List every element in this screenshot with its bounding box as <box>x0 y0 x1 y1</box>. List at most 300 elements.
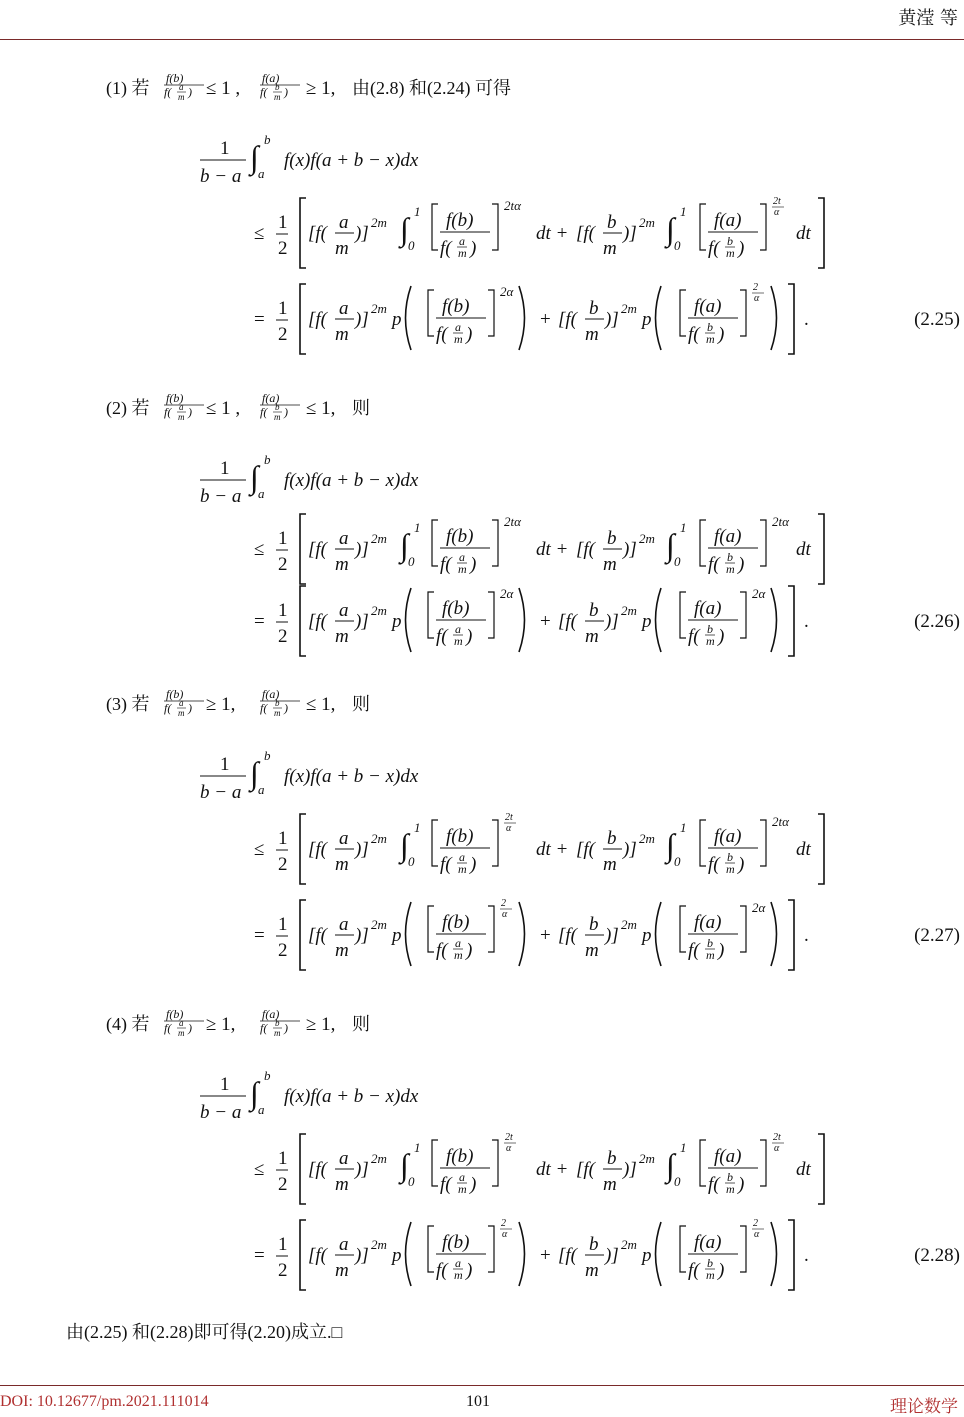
svg-text:m: m <box>458 246 467 260</box>
left-paren <box>406 588 412 652</box>
svg-text:2: 2 <box>278 1260 288 1281</box>
svg-text:a: a <box>455 622 461 636</box>
svg-text:dt +: dt + <box>536 839 569 860</box>
upper-limit: 1 <box>414 820 421 835</box>
svg-text:m: m <box>458 1182 467 1196</box>
svg-text:m: m <box>706 948 715 962</box>
integral-sign: ∫ <box>400 211 409 247</box>
svg-text:2: 2 <box>501 1218 506 1229</box>
svg-text:2m: 2m <box>371 1151 387 1166</box>
svg-text:dt: dt <box>796 223 811 244</box>
svg-text:): ) <box>470 554 477 575</box>
right-paren <box>771 902 777 966</box>
svg-text:f(: f( <box>688 1260 700 1281</box>
svg-text:f(a): f(a) <box>714 210 742 231</box>
svg-text:p: p <box>642 1245 652 1266</box>
left-bracket <box>428 1226 434 1272</box>
svg-text:2: 2 <box>278 238 288 259</box>
upper-limit: b <box>264 748 271 763</box>
svg-text:2m: 2m <box>639 531 655 546</box>
svg-text:b: b <box>275 698 280 708</box>
svg-text:b: b <box>589 298 599 319</box>
svg-text:[f(: [f( <box>558 925 577 946</box>
right-bracket <box>488 906 494 952</box>
svg-text:): ) <box>738 554 745 575</box>
integral-sign: ∫ <box>666 211 675 247</box>
svg-text:+: + <box>540 611 551 632</box>
integral-sign: ∫ <box>400 1147 409 1183</box>
svg-text:m: m <box>603 554 617 575</box>
svg-text:+: + <box>540 1245 551 1266</box>
svg-text:a: a <box>339 914 349 935</box>
svg-text:m: m <box>706 332 715 346</box>
right-bracket <box>492 1140 498 1186</box>
left-bracket <box>300 1134 306 1204</box>
upper-limit: b <box>264 1068 271 1083</box>
svg-text:): ) <box>466 940 473 961</box>
svg-text:2m: 2m <box>371 531 387 546</box>
svg-text:2: 2 <box>753 282 758 293</box>
svg-text:m: m <box>585 1260 599 1281</box>
svg-text:): ) <box>738 854 745 875</box>
svg-text:b: b <box>727 550 733 564</box>
svg-text:m: m <box>585 626 599 647</box>
right-bracket <box>760 820 766 866</box>
svg-text:): ) <box>284 405 288 419</box>
svg-text:[f(: [f( <box>558 1245 577 1266</box>
svg-text:m: m <box>706 1268 715 1282</box>
left-bracket <box>680 290 686 336</box>
svg-text:2m: 2m <box>639 215 655 230</box>
svg-text:b: b <box>589 600 599 621</box>
svg-text:2t: 2t <box>773 1132 781 1143</box>
svg-text:m: m <box>454 332 463 346</box>
svg-text:)]: )] <box>605 611 619 632</box>
svg-text:): ) <box>188 701 192 715</box>
right-bracket <box>788 284 794 354</box>
svg-text:)]: )] <box>605 1245 619 1266</box>
svg-text:f(: f( <box>440 854 452 875</box>
svg-text:a: a <box>179 1018 184 1028</box>
right-paren <box>771 588 777 652</box>
svg-text:f(: f( <box>688 940 700 961</box>
svg-text:p: p <box>642 309 652 330</box>
svg-text:dt +: dt + <box>536 539 569 560</box>
svg-text:f(: f( <box>440 554 452 575</box>
running-header-author: 黄滢 等 <box>898 8 958 29</box>
right-paren <box>771 1222 777 1286</box>
svg-text:a: a <box>179 698 184 708</box>
svg-text:f(a): f(a) <box>262 1007 280 1021</box>
footer-page-number: 101 <box>466 1393 490 1410</box>
lower-limit: a <box>258 1102 265 1117</box>
integrand: f(x)f(a + b − x)dx <box>284 150 419 171</box>
svg-text:α: α <box>754 1229 760 1240</box>
svg-text:f(: f( <box>440 238 452 259</box>
left-bracket <box>680 592 686 638</box>
svg-text:f(a): f(a) <box>714 1146 742 1167</box>
case-connector: 则 <box>352 398 370 418</box>
svg-text:)]: )] <box>355 1159 369 1180</box>
svg-text:m: m <box>178 708 185 718</box>
svg-text:m: m <box>603 1174 617 1195</box>
svg-text:b: b <box>589 1234 599 1255</box>
svg-text:α: α <box>754 293 760 304</box>
upper-limit: 1 <box>680 820 687 835</box>
svg-text:2: 2 <box>278 626 288 647</box>
equation-number: (2.26) <box>914 611 960 632</box>
svg-text:m: m <box>335 854 349 875</box>
right-bracket <box>492 820 498 866</box>
svg-text:[f(: [f( <box>308 925 327 946</box>
svg-text:b: b <box>607 212 617 233</box>
svg-text:[f(: [f( <box>308 839 327 860</box>
svg-text:[f(: [f( <box>576 839 595 860</box>
svg-text:f(a): f(a) <box>694 912 722 933</box>
svg-text:m: m <box>726 562 735 576</box>
svg-text:2tα: 2tα <box>772 814 789 829</box>
left-bracket <box>680 906 686 952</box>
svg-text:b: b <box>727 1170 733 1184</box>
svg-text:f(a): f(a) <box>262 687 280 701</box>
svg-text:b − a: b − a <box>200 782 242 803</box>
svg-text:f(b): f(b) <box>442 598 470 619</box>
svg-text:=: = <box>254 925 265 946</box>
svg-text:m: m <box>335 1260 349 1281</box>
svg-text:f(a): f(a) <box>714 526 742 547</box>
svg-text:b − a: b − a <box>200 166 242 187</box>
svg-text:[f(: [f( <box>576 223 595 244</box>
svg-text:a: a <box>459 850 465 864</box>
integral-sign: ∫ <box>666 527 675 563</box>
lower-limit: a <box>258 166 265 181</box>
svg-text:f(b): f(b) <box>166 1007 184 1021</box>
left-bracket <box>432 204 438 250</box>
left-paren <box>406 1222 412 1286</box>
svg-text:+: + <box>540 925 551 946</box>
svg-text:b: b <box>707 622 713 636</box>
svg-text:2m: 2m <box>371 1237 387 1252</box>
upper-limit: 1 <box>680 1140 687 1155</box>
condition-relation: ≥ 1, <box>206 1014 236 1035</box>
left-bracket <box>700 204 706 250</box>
svg-text:1: 1 <box>220 138 230 159</box>
svg-text:a: a <box>179 402 184 412</box>
right-bracket <box>492 204 498 250</box>
svg-text:f(a): f(a) <box>262 71 280 85</box>
footer-doi: DOI: 10.12677/pm.2021.111014 <box>0 1393 209 1410</box>
svg-text:m: m <box>603 854 617 875</box>
svg-text:m: m <box>454 634 463 648</box>
svg-text:m: m <box>178 412 185 422</box>
svg-text:1: 1 <box>278 528 288 549</box>
svg-text:2m: 2m <box>371 917 387 932</box>
svg-text:f(: f( <box>708 238 720 259</box>
left-bracket <box>300 198 306 268</box>
svg-text:b − a: b − a <box>200 1102 242 1123</box>
svg-text:b: b <box>727 234 733 248</box>
svg-text:≤: ≤ <box>254 1159 265 1180</box>
left-bracket <box>680 1226 686 1272</box>
svg-text:m: m <box>585 940 599 961</box>
svg-text:a: a <box>339 528 349 549</box>
svg-text:m: m <box>335 626 349 647</box>
left-bracket <box>432 820 438 866</box>
svg-text:): ) <box>470 1174 477 1195</box>
svg-text:[f(: [f( <box>308 1245 327 1266</box>
right-paren <box>519 1222 525 1286</box>
svg-text:2m: 2m <box>371 603 387 618</box>
integral-sign: ∫ <box>250 139 259 175</box>
svg-text:2: 2 <box>278 940 288 961</box>
svg-text:[f(: [f( <box>308 223 327 244</box>
svg-text:=: = <box>254 611 265 632</box>
svg-text:2: 2 <box>753 1218 758 1229</box>
svg-text:f(: f( <box>436 324 448 345</box>
integral-sign: ∫ <box>250 755 259 791</box>
svg-text:2t: 2t <box>505 812 513 823</box>
svg-text:)]: )] <box>355 539 369 560</box>
svg-text:f(: f( <box>688 626 700 647</box>
svg-text:)]: )] <box>355 309 369 330</box>
svg-text:m: m <box>706 634 715 648</box>
svg-text:.: . <box>804 309 809 330</box>
svg-text:m: m <box>603 238 617 259</box>
svg-text:2m: 2m <box>639 831 655 846</box>
condition-relation: ≥ 1, <box>306 78 336 99</box>
svg-text:2α: 2α <box>500 284 514 299</box>
svg-text:=: = <box>254 1245 265 1266</box>
svg-text:): ) <box>718 324 725 345</box>
svg-text:f(: f( <box>440 1174 452 1195</box>
equation-number: (2.25) <box>914 309 960 330</box>
svg-text:f(b): f(b) <box>446 1146 474 1167</box>
left-bracket <box>300 284 306 354</box>
svg-text:p: p <box>642 611 652 632</box>
svg-text:): ) <box>718 626 725 647</box>
svg-text:)]: )] <box>355 611 369 632</box>
svg-text:): ) <box>188 1021 192 1035</box>
svg-text:a: a <box>459 550 465 564</box>
right-bracket <box>818 1134 824 1204</box>
svg-text:≤: ≤ <box>254 223 265 244</box>
svg-text:f(b): f(b) <box>446 210 474 231</box>
svg-text:m: m <box>335 940 349 961</box>
left-bracket <box>300 514 306 584</box>
svg-text:f(b): f(b) <box>446 826 474 847</box>
svg-text:[f(: [f( <box>576 539 595 560</box>
svg-text:2m: 2m <box>621 603 637 618</box>
lower-limit: 0 <box>408 854 415 869</box>
svg-text:1: 1 <box>220 754 230 775</box>
svg-text:f(b): f(b) <box>442 296 470 317</box>
svg-text:2: 2 <box>278 324 288 345</box>
svg-text:a: a <box>339 1234 349 1255</box>
right-bracket <box>818 814 824 884</box>
integrand: f(x)f(a + b − x)dx <box>284 470 419 491</box>
svg-text:f(a): f(a) <box>694 1232 722 1253</box>
svg-text:): ) <box>738 238 745 259</box>
svg-text:1: 1 <box>278 212 288 233</box>
svg-text:f(: f( <box>164 405 172 419</box>
svg-text:b: b <box>275 82 280 92</box>
right-bracket <box>740 906 746 952</box>
svg-text:f(a): f(a) <box>262 391 280 405</box>
svg-text:): ) <box>718 940 725 961</box>
svg-text:b − a: b − a <box>200 486 242 507</box>
right-bracket <box>760 204 766 250</box>
svg-text:2t: 2t <box>505 1132 513 1143</box>
footer-journal: 理论数学 <box>890 1397 958 1417</box>
svg-text:m: m <box>454 948 463 962</box>
svg-text:2tα: 2tα <box>772 514 789 529</box>
svg-text:m: m <box>458 862 467 876</box>
svg-text:dt: dt <box>796 1159 811 1180</box>
right-paren <box>519 286 525 350</box>
svg-text:m: m <box>178 1028 185 1038</box>
left-paren <box>406 902 412 966</box>
svg-text:[f(: [f( <box>576 1159 595 1180</box>
svg-text:≤: ≤ <box>254 839 265 860</box>
left-bracket <box>300 1220 306 1290</box>
left-bracket <box>700 820 706 866</box>
svg-text:m: m <box>454 1268 463 1282</box>
svg-text:≤: ≤ <box>254 539 265 560</box>
case-connector: 则 <box>352 694 370 714</box>
svg-text:m: m <box>726 246 735 260</box>
left-bracket <box>700 520 706 566</box>
svg-text:dt +: dt + <box>536 223 569 244</box>
svg-text:.: . <box>804 611 809 632</box>
svg-text:1: 1 <box>278 298 288 319</box>
svg-text:m: m <box>335 554 349 575</box>
upper-limit: 1 <box>414 1140 421 1155</box>
svg-text:α: α <box>774 207 780 218</box>
left-paren <box>656 286 662 350</box>
svg-text:m: m <box>274 92 281 102</box>
svg-text:α: α <box>506 823 512 834</box>
svg-text:b: b <box>727 850 733 864</box>
svg-text:)]: )] <box>355 925 369 946</box>
svg-text:p: p <box>642 925 652 946</box>
svg-text:=: = <box>254 309 265 330</box>
integral-sign: ∫ <box>250 1075 259 1111</box>
right-bracket <box>760 1140 766 1186</box>
condition-relation: ≥ 1, <box>206 694 236 715</box>
svg-text:2m: 2m <box>371 301 387 316</box>
lower-limit: 0 <box>674 854 681 869</box>
svg-text:dt: dt <box>796 539 811 560</box>
svg-text:α: α <box>506 1143 512 1154</box>
svg-text:f(: f( <box>436 626 448 647</box>
right-bracket <box>818 514 824 584</box>
svg-text:a: a <box>459 1170 465 1184</box>
left-paren <box>406 286 412 350</box>
svg-text:): ) <box>738 1174 745 1195</box>
left-bracket <box>300 900 306 970</box>
svg-text:f(: f( <box>436 940 448 961</box>
svg-text:m: m <box>274 412 281 422</box>
left-bracket <box>432 520 438 566</box>
svg-text:2t: 2t <box>773 196 781 207</box>
left-paren <box>656 902 662 966</box>
svg-text:f(b): f(b) <box>166 687 184 701</box>
right-paren <box>519 588 525 652</box>
case-label: (3) 若 <box>106 694 150 714</box>
svg-text:2: 2 <box>278 554 288 575</box>
svg-text:b: b <box>607 828 617 849</box>
svg-text:f(b): f(b) <box>166 391 184 405</box>
svg-text:2m: 2m <box>639 1151 655 1166</box>
left-bracket <box>432 1140 438 1186</box>
lower-limit: 0 <box>408 554 415 569</box>
svg-text:α: α <box>774 1143 780 1154</box>
svg-text:f(b): f(b) <box>446 526 474 547</box>
integrand: f(x)f(a + b − x)dx <box>284 1086 419 1107</box>
svg-text:f(a): f(a) <box>694 598 722 619</box>
svg-text:f(: f( <box>164 1021 172 1035</box>
case-label: (1) 若 <box>106 78 150 98</box>
condition-relation: ≤ 1, <box>306 398 336 419</box>
svg-text:[f(: [f( <box>558 611 577 632</box>
svg-text:2m: 2m <box>371 831 387 846</box>
svg-text:a: a <box>339 828 349 849</box>
lower-limit: a <box>258 486 265 501</box>
right-bracket <box>788 1220 794 1290</box>
svg-text:): ) <box>284 85 288 99</box>
svg-text:2α: 2α <box>752 900 766 915</box>
upper-limit: 1 <box>414 520 421 535</box>
svg-text:dt +: dt + <box>536 1159 569 1180</box>
svg-text:1: 1 <box>278 600 288 621</box>
right-bracket <box>492 520 498 566</box>
svg-text:)]: )] <box>605 309 619 330</box>
svg-text:a: a <box>455 936 461 950</box>
svg-text:b: b <box>707 1256 713 1270</box>
condition-relation: ≤ 1, <box>306 694 336 715</box>
svg-text:m: m <box>274 1028 281 1038</box>
condition-relation: ≤ 1 , <box>206 78 241 99</box>
right-bracket <box>488 592 494 638</box>
lower-limit: 0 <box>674 238 681 253</box>
svg-text:m: m <box>726 1182 735 1196</box>
right-bracket <box>488 1226 494 1272</box>
left-bracket <box>428 290 434 336</box>
svg-text:a: a <box>455 1256 461 1270</box>
right-bracket <box>740 592 746 638</box>
integrand: f(x)f(a + b − x)dx <box>284 766 419 787</box>
svg-text:m: m <box>726 862 735 876</box>
svg-text:f(: f( <box>260 85 268 99</box>
svg-text:b: b <box>275 402 280 412</box>
svg-text:1: 1 <box>278 914 288 935</box>
integral-sign: ∫ <box>666 827 675 863</box>
svg-text:f(b): f(b) <box>442 1232 470 1253</box>
svg-text:f(: f( <box>436 1260 448 1281</box>
case-connector: 则 <box>352 1014 370 1034</box>
svg-text:a: a <box>455 320 461 334</box>
svg-text:a: a <box>339 1148 349 1169</box>
svg-text:b: b <box>707 320 713 334</box>
svg-text:): ) <box>284 1021 288 1035</box>
svg-text:): ) <box>470 854 477 875</box>
right-bracket <box>488 290 494 336</box>
svg-text:b: b <box>589 914 599 935</box>
svg-text:1: 1 <box>220 458 230 479</box>
left-paren <box>656 1222 662 1286</box>
svg-text:2tα: 2tα <box>504 198 521 213</box>
lower-limit: 0 <box>674 554 681 569</box>
